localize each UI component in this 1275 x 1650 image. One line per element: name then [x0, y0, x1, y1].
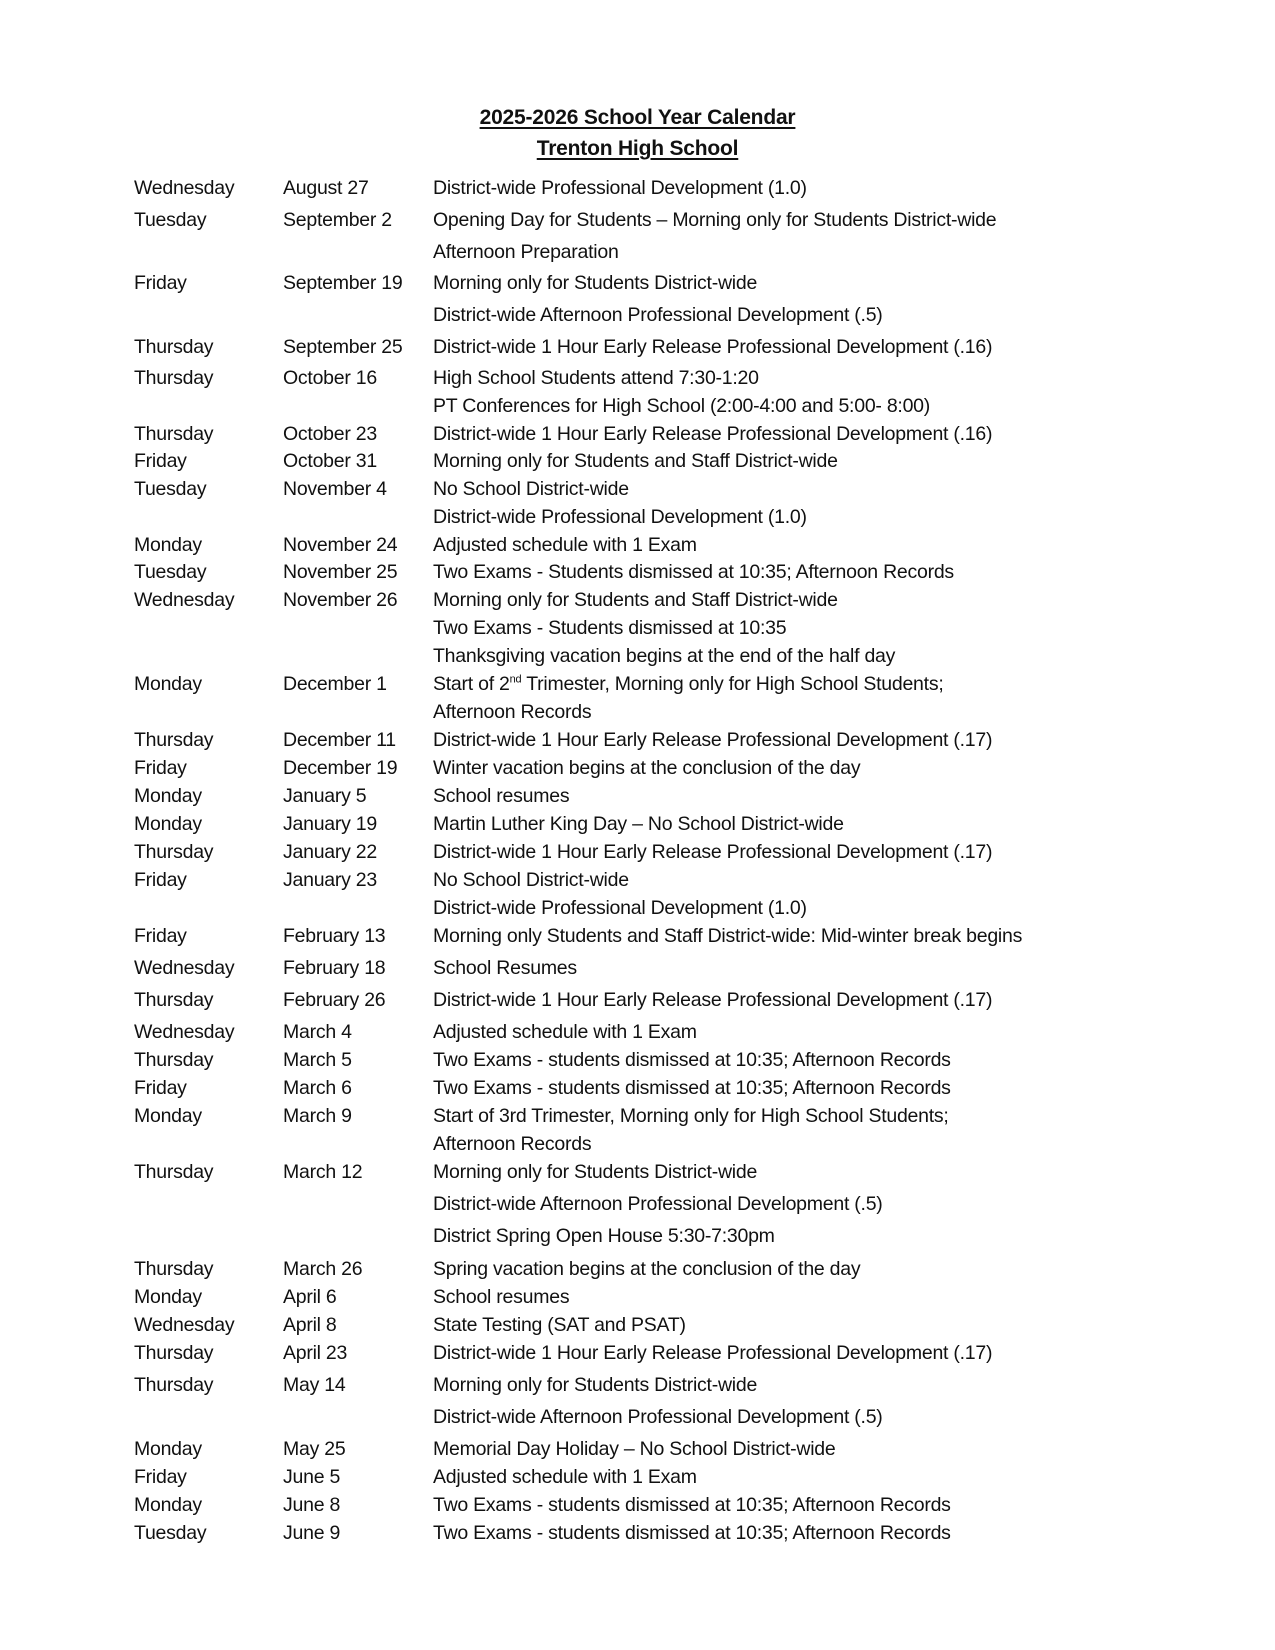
event-day: Monday: [134, 534, 202, 556]
event-description: Winter vacation begins at the conclusion of the day: [433, 757, 861, 779]
event-description: Afternoon Records: [433, 1133, 592, 1155]
event-description: District-wide Professional Development (1.0): [433, 897, 807, 919]
event-day: Thursday: [134, 729, 214, 751]
event-description: Thanksgiving vacation begins at the end of the half day: [433, 645, 896, 667]
event-day: Thursday: [134, 989, 214, 1011]
event-day: Wednesday: [134, 1021, 235, 1043]
event-description: Two Exams - students dismissed at 10:35; Afternoon Records: [433, 1077, 951, 1099]
event-description: District Spring Open House 5:30-7:30pm: [433, 1225, 775, 1247]
event-date: September 2: [283, 209, 392, 231]
event-date: December 11: [283, 729, 396, 751]
event-description: Adjusted schedule with 1 Exam: [433, 1021, 697, 1043]
event-date: June 8: [283, 1494, 341, 1516]
event-date: October 31: [283, 450, 377, 472]
event-date: March 6: [283, 1077, 352, 1099]
event-day: Wednesday: [134, 957, 235, 979]
event-description: Morning only for Students District-wide: [433, 1374, 758, 1396]
event-date: February 26: [283, 989, 386, 1011]
event-date: May 25: [283, 1438, 346, 1460]
event-date: March 5: [283, 1049, 352, 1071]
event-day: Wednesday: [134, 1314, 235, 1336]
event-description: District-wide 1 Hour Early Release Professional Development (.16): [433, 336, 993, 358]
event-day: Monday: [134, 1438, 202, 1460]
event-day: Friday: [134, 925, 187, 947]
event-date: June 5: [283, 1466, 341, 1488]
event-day: Thursday: [134, 1049, 214, 1071]
event-date: March 26: [283, 1258, 363, 1280]
event-day: Friday: [134, 450, 187, 472]
event-description: Opening Day for Students – Morning only for Students District-wide: [433, 209, 997, 231]
event-description: Two Exams - students dismissed at 10:35; Afternoon Records: [433, 1522, 951, 1544]
event-description: Morning only for Students District-wide: [433, 272, 758, 294]
event-day: Wednesday: [134, 589, 235, 611]
event-description: District-wide 1 Hour Early Release Professional Development (.16): [433, 423, 993, 445]
event-description: District-wide 1 Hour Early Release Professional Development (.17): [433, 841, 993, 863]
event-day: Thursday: [134, 367, 214, 389]
event-date: September 25: [283, 336, 403, 358]
event-date: January 5: [283, 785, 367, 807]
event-date: December 19: [283, 757, 398, 779]
event-description: District-wide Professional Development (1.0): [433, 177, 807, 199]
event-description: District-wide Afternoon Professional Development (.5): [433, 1406, 883, 1428]
event-day: Friday: [134, 1077, 187, 1099]
event-description: District-wide Afternoon Professional Development (.5): [433, 1193, 883, 1215]
event-description: No School District-wide: [433, 478, 629, 500]
event-description: Morning only for Students and Staff District-wide: [433, 450, 838, 472]
event-date: May 14: [283, 1374, 346, 1396]
event-date: January 22: [283, 841, 377, 863]
event-day: Friday: [134, 757, 187, 779]
event-description: School Resumes: [433, 957, 577, 979]
event-date: February 13: [283, 925, 386, 947]
event-date: November 25: [283, 561, 398, 583]
event-date: April 8: [283, 1314, 337, 1336]
event-description: Two Exams - Students dismissed at 10:35: [433, 617, 787, 639]
ordinal-suffix: nd: [509, 673, 522, 686]
event-description: Martin Luther King Day – No School District-wide: [433, 813, 844, 835]
event-description: District-wide Professional Development (1.0): [433, 506, 807, 528]
event-day: Wednesday: [134, 177, 235, 199]
event-description: Adjusted schedule with 1 Exam: [433, 1466, 697, 1488]
event-date: April 6: [283, 1286, 337, 1308]
event-date: January 23: [283, 869, 377, 891]
event-day: Thursday: [134, 423, 214, 445]
event-date: March 4: [283, 1021, 352, 1043]
event-day: Thursday: [134, 336, 214, 358]
event-description: Afternoon Records: [433, 701, 592, 723]
event-description: [433, 672, 944, 696]
event-description: Adjusted schedule with 1 Exam: [433, 534, 697, 556]
event-day: Tuesday: [134, 1522, 207, 1544]
event-description: No School District-wide: [433, 869, 629, 891]
event-description: District-wide 1 Hour Early Release Professional Development (.17): [433, 989, 993, 1011]
event-day: Tuesday: [134, 209, 207, 231]
event-day: Thursday: [134, 841, 214, 863]
event-day: Monday: [134, 1105, 202, 1127]
event-description: Morning only Students and Staff District-wide: Mid-winter break begins: [433, 925, 1023, 947]
event-description: High School Students attend 7:30-1:20: [433, 367, 759, 389]
event-description: District-wide Afternoon Professional Development (.5): [433, 304, 883, 326]
event-date: November 26: [283, 589, 398, 611]
event-date: March 9: [283, 1105, 352, 1127]
event-day: Tuesday: [134, 478, 207, 500]
event-day: Thursday: [134, 1342, 214, 1364]
event-day: Monday: [134, 673, 202, 695]
event-description-text: Start of 2: [433, 673, 510, 695]
event-description: Two Exams - students dismissed at 10:35; Afternoon Records: [433, 1494, 951, 1516]
document-title: 2025-2026 School Year Calendar: [479, 106, 796, 129]
event-date: April 23: [283, 1342, 348, 1364]
event-description: Morning only for Students and Staff District-wide: [433, 589, 838, 611]
event-description: School resumes: [433, 1286, 570, 1308]
event-day: Monday: [134, 785, 202, 807]
event-date: December 1: [283, 673, 387, 695]
event-date: February 18: [283, 957, 386, 979]
event-date: September 19: [283, 272, 403, 294]
event-day: Thursday: [134, 1161, 214, 1183]
event-day: Monday: [134, 1286, 202, 1308]
event-date: June 9: [283, 1522, 341, 1544]
event-date: March 12: [283, 1161, 363, 1183]
event-day: Friday: [134, 272, 187, 294]
event-description: School resumes: [433, 785, 570, 807]
event-day: Monday: [134, 813, 202, 835]
event-description: District-wide 1 Hour Early Release Professional Development (.17): [433, 729, 993, 751]
event-date: August 27: [283, 177, 369, 199]
event-description: Morning only for Students District-wide: [433, 1161, 758, 1183]
event-description: Two Exams - students dismissed at 10:35; Afternoon Records: [433, 1049, 951, 1071]
event-description: Spring vacation begins at the conclusion of the day: [433, 1258, 861, 1280]
event-description: State Testing (SAT and PSAT): [433, 1314, 686, 1336]
event-description: Afternoon Preparation: [433, 241, 619, 263]
event-day: Tuesday: [134, 561, 207, 583]
event-description-text: Trimester, Morning only for High School Students;: [521, 673, 944, 695]
event-description: PT Conferences for High School (2:00-4:00 and 5:00- 8:00): [433, 395, 931, 417]
event-description: Start of 3rd Trimester, Morning only for High School Students;: [433, 1105, 949, 1127]
event-description: Two Exams - Students dismissed at 10:35; Afternoon Records: [433, 561, 954, 583]
event-day: Friday: [134, 1466, 187, 1488]
event-description: Memorial Day Holiday – No School District-wide: [433, 1438, 836, 1460]
event-date: November 24: [283, 534, 398, 556]
event-date: October 23: [283, 423, 377, 445]
event-date: November 4: [283, 478, 387, 500]
event-day: Thursday: [134, 1374, 214, 1396]
event-day: Thursday: [134, 1258, 214, 1280]
event-date: January 19: [283, 813, 377, 835]
event-day: Friday: [134, 869, 187, 891]
event-description: District-wide 1 Hour Early Release Professional Development (.17): [433, 1342, 993, 1364]
event-date: October 16: [283, 367, 377, 389]
school-name: Trenton High School: [536, 137, 739, 160]
event-day: Monday: [134, 1494, 202, 1516]
